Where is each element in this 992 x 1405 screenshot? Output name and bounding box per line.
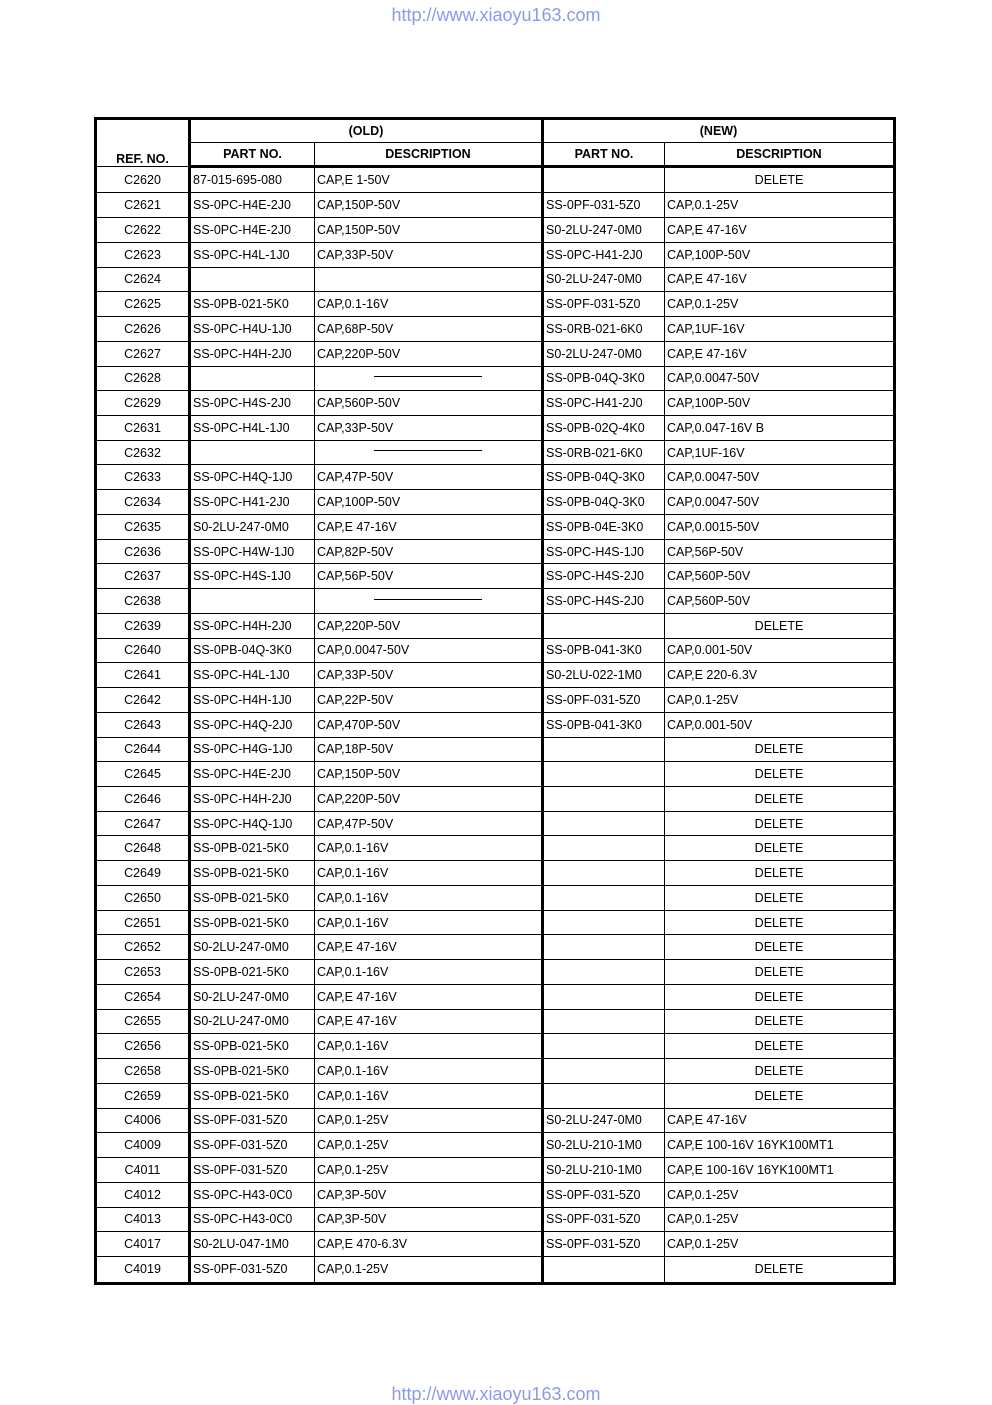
table-row bbox=[96, 984, 895, 1009]
old-description-cell: CAP,0.1-16V bbox=[315, 861, 543, 886]
old-description-cell: CAP,220P-50V bbox=[315, 613, 543, 638]
ref-no-cell: C2643 bbox=[96, 712, 190, 737]
old-description-cell: CAP,E 47-16V bbox=[315, 514, 543, 539]
new-group-header: (NEW) bbox=[543, 119, 895, 143]
table-row bbox=[96, 688, 895, 713]
table-row bbox=[96, 1158, 895, 1183]
new-part-no-cell: S0-2LU-247-0M0 bbox=[543, 218, 665, 243]
new-description-cell: CAP,0.0015-50V bbox=[665, 514, 895, 539]
old-description-cell: CAP,100P-50V bbox=[315, 490, 543, 515]
old-description-cell: CAP,E 1-50V bbox=[315, 167, 543, 193]
new-description-cell: CAP,E 220-6.3V bbox=[665, 663, 895, 688]
new-description-cell: DELETE bbox=[665, 1083, 895, 1108]
old-part-no-cell: SS-0PC-H4H-2J0 bbox=[190, 613, 315, 638]
ref-no-cell: C2659 bbox=[96, 1083, 190, 1108]
old-part-no-cell: SS-0PB-021-5K0 bbox=[190, 960, 315, 985]
ref-no-cell: C2625 bbox=[96, 292, 190, 317]
table-row bbox=[96, 935, 895, 960]
new-part-no-cell bbox=[543, 836, 665, 861]
new-description-cell: DELETE bbox=[665, 762, 895, 787]
old-description-cell: CAP,22P-50V bbox=[315, 688, 543, 713]
new-description-cell: DELETE bbox=[665, 885, 895, 910]
new-description-cell: DELETE bbox=[665, 861, 895, 886]
new-part-no-cell: S0-2LU-247-0M0 bbox=[543, 1108, 665, 1133]
new-part-no-cell: SS-0PC-H4S-2J0 bbox=[543, 564, 665, 589]
table-row bbox=[96, 167, 895, 193]
new-part-no-cell bbox=[543, 1256, 665, 1283]
new-part-no-cell bbox=[543, 935, 665, 960]
new-description-cell: DELETE bbox=[665, 811, 895, 836]
ref-no-cell: C4017 bbox=[96, 1232, 190, 1257]
ref-no-cell: C2654 bbox=[96, 984, 190, 1009]
old-description-cell: CAP,0.1-16V bbox=[315, 292, 543, 317]
table-row bbox=[96, 242, 895, 267]
new-part-no-cell: S0-2LU-022-1M0 bbox=[543, 663, 665, 688]
table-row bbox=[96, 1133, 895, 1158]
new-description-cell: DELETE bbox=[665, 836, 895, 861]
old-part-no-cell: SS-0PB-021-5K0 bbox=[190, 836, 315, 861]
new-description-cell: CAP,E 47-16V bbox=[665, 267, 895, 292]
new-description-cell: CAP,E 47-16V bbox=[665, 1108, 895, 1133]
old-description-cell: CAP,82P-50V bbox=[315, 539, 543, 564]
old-part-no-cell: SS-0PF-031-5Z0 bbox=[190, 1256, 315, 1283]
new-part-no-cell: SS-0PF-031-5Z0 bbox=[543, 688, 665, 713]
new-description-cell: DELETE bbox=[665, 167, 895, 193]
ref-no-cell: C2658 bbox=[96, 1059, 190, 1084]
new-part-no-cell bbox=[543, 787, 665, 812]
table-row bbox=[96, 391, 895, 416]
new-description-header: DESCRIPTION bbox=[665, 143, 895, 167]
new-part-no-cell: SS-0PB-041-3K0 bbox=[543, 638, 665, 663]
old-description-cell: CAP,33P-50V bbox=[315, 416, 543, 441]
new-part-no-cell bbox=[543, 167, 665, 193]
ref-no-cell: C2638 bbox=[96, 589, 190, 614]
table-row bbox=[96, 1182, 895, 1207]
new-part-no-cell: SS-0PB-04Q-3K0 bbox=[543, 490, 665, 515]
new-part-no-cell bbox=[543, 960, 665, 985]
new-description-cell: CAP,E 100-16V 16YK100MT1 bbox=[665, 1133, 895, 1158]
new-description-cell: DELETE bbox=[665, 1034, 895, 1059]
old-part-no-cell: SS-0PC-H4L-1J0 bbox=[190, 242, 315, 267]
blank-dash-line bbox=[374, 450, 482, 451]
table-row bbox=[96, 1009, 895, 1034]
new-part-no-cell: SS-0PF-031-5Z0 bbox=[543, 292, 665, 317]
old-part-no-cell: SS-0PC-H4U-1J0 bbox=[190, 317, 315, 342]
ref-no-cell: C2623 bbox=[96, 242, 190, 267]
table-row bbox=[96, 416, 895, 441]
old-group-header: (OLD) bbox=[190, 119, 543, 143]
old-part-no-cell: SS-0PC-H4S-1J0 bbox=[190, 564, 315, 589]
table-row bbox=[96, 638, 895, 663]
table-row bbox=[96, 787, 895, 812]
ref-no-cell: C2633 bbox=[96, 465, 190, 490]
table-row bbox=[96, 341, 895, 366]
old-part-no-cell: S0-2LU-047-1M0 bbox=[190, 1232, 315, 1257]
new-description-cell: CAP,100P-50V bbox=[665, 242, 895, 267]
new-part-no-cell: SS-0PC-H41-2J0 bbox=[543, 242, 665, 267]
new-description-cell: CAP,E 47-16V bbox=[665, 341, 895, 366]
old-description-cell: CAP,220P-50V bbox=[315, 341, 543, 366]
old-part-no-cell: SS-0PC-H43-0C0 bbox=[190, 1182, 315, 1207]
ref-no-cell: C4009 bbox=[96, 1133, 190, 1158]
new-description-cell: CAP,0.0047-50V bbox=[665, 366, 895, 391]
old-description-cell: CAP,0.1-16V bbox=[315, 960, 543, 985]
old-description-cell: CAP,470P-50V bbox=[315, 712, 543, 737]
table-row bbox=[96, 1108, 895, 1133]
new-description-cell: CAP,0.1-25V bbox=[665, 1207, 895, 1232]
old-description-cell: CAP,56P-50V bbox=[315, 564, 543, 589]
table-row bbox=[96, 514, 895, 539]
old-description-cell bbox=[315, 267, 543, 292]
old-description-cell: CAP,150P-50V bbox=[315, 218, 543, 243]
ref-no-cell: C2656 bbox=[96, 1034, 190, 1059]
new-part-no-cell bbox=[543, 1083, 665, 1108]
ref-no-cell: C2636 bbox=[96, 539, 190, 564]
ref-no-cell: C2647 bbox=[96, 811, 190, 836]
table-row bbox=[96, 317, 895, 342]
ref-no-cell: C2650 bbox=[96, 885, 190, 910]
new-part-no-cell bbox=[543, 885, 665, 910]
new-description-cell: CAP,0.0047-50V bbox=[665, 490, 895, 515]
new-part-no-cell: S0-2LU-247-0M0 bbox=[543, 267, 665, 292]
new-description-cell: DELETE bbox=[665, 613, 895, 638]
ref-no-cell: C2637 bbox=[96, 564, 190, 589]
table-row bbox=[96, 218, 895, 243]
old-description-cell bbox=[315, 589, 543, 614]
new-part-no-cell: S0-2LU-210-1M0 bbox=[543, 1133, 665, 1158]
table-row bbox=[96, 490, 895, 515]
new-description-cell: CAP,0.1-25V bbox=[665, 688, 895, 713]
old-part-no-cell: SS-0PC-H4W-1J0 bbox=[190, 539, 315, 564]
table-row bbox=[96, 1232, 895, 1257]
table-row bbox=[96, 1256, 895, 1283]
old-description-header: DESCRIPTION bbox=[315, 143, 543, 167]
new-description-cell: CAP,1UF-16V bbox=[665, 317, 895, 342]
table-row bbox=[96, 1034, 895, 1059]
table-row bbox=[96, 613, 895, 638]
new-description-cell: DELETE bbox=[665, 960, 895, 985]
old-description-cell: CAP,E 47-16V bbox=[315, 935, 543, 960]
new-description-cell: CAP,0.001-50V bbox=[665, 712, 895, 737]
new-description-cell: DELETE bbox=[665, 935, 895, 960]
ref-no-cell: C2655 bbox=[96, 1009, 190, 1034]
old-part-no-cell: SS-0PB-021-5K0 bbox=[190, 292, 315, 317]
new-description-cell: CAP,560P-50V bbox=[665, 564, 895, 589]
old-description-cell: CAP,0.1-16V bbox=[315, 885, 543, 910]
header-url[interactable]: http://www.xiaoyu163.com bbox=[391, 5, 601, 25]
table-row bbox=[96, 539, 895, 564]
ref-no-cell: C4012 bbox=[96, 1182, 190, 1207]
table-row bbox=[96, 465, 895, 490]
ref-no-cell: C2641 bbox=[96, 663, 190, 688]
old-description-cell bbox=[315, 366, 543, 391]
new-part-no-cell: SS-0PC-H41-2J0 bbox=[543, 391, 665, 416]
new-part-no-cell bbox=[543, 1034, 665, 1059]
new-part-no-cell: SS-0PF-031-5Z0 bbox=[543, 1182, 665, 1207]
ref-no-cell: C2644 bbox=[96, 737, 190, 762]
table-row bbox=[96, 885, 895, 910]
table-row bbox=[96, 712, 895, 737]
new-description-cell: CAP,100P-50V bbox=[665, 391, 895, 416]
new-description-cell: DELETE bbox=[665, 1059, 895, 1084]
ref-no-cell: C2629 bbox=[96, 391, 190, 416]
old-part-no-cell: S0-2LU-247-0M0 bbox=[190, 1009, 315, 1034]
table-row bbox=[96, 910, 895, 935]
new-description-cell: CAP,E 47-16V bbox=[665, 218, 895, 243]
new-description-cell: DELETE bbox=[665, 984, 895, 1009]
ref-no-cell: C4019 bbox=[96, 1256, 190, 1283]
old-part-no-cell bbox=[190, 589, 315, 614]
ref-no-cell: C2624 bbox=[96, 267, 190, 292]
table-row bbox=[96, 960, 895, 985]
ref-no-cell: C4013 bbox=[96, 1207, 190, 1232]
table-row bbox=[96, 861, 895, 886]
table-row bbox=[96, 366, 895, 391]
new-description-cell: CAP,560P-50V bbox=[665, 589, 895, 614]
new-part-no-cell: SS-0PB-041-3K0 bbox=[543, 712, 665, 737]
table-row bbox=[96, 267, 895, 292]
old-description-cell: CAP,47P-50V bbox=[315, 811, 543, 836]
new-part-no-cell: SS-0PC-H4S-2J0 bbox=[543, 589, 665, 614]
new-description-cell: DELETE bbox=[665, 737, 895, 762]
old-part-no-cell: SS-0PB-021-5K0 bbox=[190, 1059, 315, 1084]
new-part-no-cell bbox=[543, 861, 665, 886]
ref-no-cell: C2621 bbox=[96, 193, 190, 218]
old-part-no-cell: SS-0PC-H43-0C0 bbox=[190, 1207, 315, 1232]
old-description-cell: CAP,E 47-16V bbox=[315, 1009, 543, 1034]
ref-no-cell: C2649 bbox=[96, 861, 190, 886]
old-description-cell: CAP,0.0047-50V bbox=[315, 638, 543, 663]
old-part-no-cell: SS-0PC-H4G-1J0 bbox=[190, 737, 315, 762]
ref-no-cell: C2631 bbox=[96, 416, 190, 441]
new-part-no-cell: SS-0PB-04Q-3K0 bbox=[543, 465, 665, 490]
new-part-no-cell: SS-0PB-02Q-4K0 bbox=[543, 416, 665, 441]
table-row bbox=[96, 1083, 895, 1108]
table-row bbox=[96, 737, 895, 762]
old-part-no-cell: SS-0PC-H4E-2J0 bbox=[190, 193, 315, 218]
old-description-cell: CAP,0.1-25V bbox=[315, 1158, 543, 1183]
new-part-no-cell bbox=[543, 1059, 665, 1084]
new-description-cell: CAP,0.001-50V bbox=[665, 638, 895, 663]
new-part-no-cell bbox=[543, 1009, 665, 1034]
parts-change-table bbox=[94, 117, 896, 1285]
old-description-cell: CAP,E 47-16V bbox=[315, 984, 543, 1009]
old-part-no-cell: S0-2LU-247-0M0 bbox=[190, 984, 315, 1009]
ref-no-cell: C2652 bbox=[96, 935, 190, 960]
new-part-no-cell: SS-0PB-04Q-3K0 bbox=[543, 366, 665, 391]
old-description-cell: CAP,0.1-16V bbox=[315, 1083, 543, 1108]
new-description-cell: CAP,E 100-16V 16YK100MT1 bbox=[665, 1158, 895, 1183]
table-row bbox=[96, 440, 895, 465]
table-row bbox=[96, 663, 895, 688]
old-description-cell: CAP,560P-50V bbox=[315, 391, 543, 416]
old-part-no-cell: SS-0PC-H4Q-1J0 bbox=[190, 465, 315, 490]
blank-dash-line bbox=[374, 599, 482, 600]
old-part-no-cell: SS-0PC-H4S-2J0 bbox=[190, 391, 315, 416]
ref-no-cell: C2620 bbox=[96, 167, 190, 193]
old-description-cell: CAP,47P-50V bbox=[315, 465, 543, 490]
old-part-no-cell: SS-0PC-H4H-2J0 bbox=[190, 341, 315, 366]
old-part-no-cell: SS-0PB-021-5K0 bbox=[190, 861, 315, 886]
new-description-cell: DELETE bbox=[665, 1256, 895, 1283]
old-description-cell bbox=[315, 440, 543, 465]
new-part-no-cell bbox=[543, 811, 665, 836]
ref-no-cell: C2634 bbox=[96, 490, 190, 515]
new-description-cell: CAP,1UF-16V bbox=[665, 440, 895, 465]
new-description-cell: DELETE bbox=[665, 910, 895, 935]
ref-no-cell: C2627 bbox=[96, 341, 190, 366]
old-part-no-cell: SS-0PC-H4Q-2J0 bbox=[190, 712, 315, 737]
ref-no-cell: C2642 bbox=[96, 688, 190, 713]
old-description-cell: CAP,33P-50V bbox=[315, 242, 543, 267]
new-description-cell: CAP,0.0047-50V bbox=[665, 465, 895, 490]
table-row bbox=[96, 1207, 895, 1232]
old-part-no-cell: SS-0PB-021-5K0 bbox=[190, 910, 315, 935]
ref-no-cell: C2640 bbox=[96, 638, 190, 663]
old-description-cell: CAP,150P-50V bbox=[315, 762, 543, 787]
old-description-cell: CAP,0.1-25V bbox=[315, 1256, 543, 1283]
new-part-no-cell: SS-0PF-031-5Z0 bbox=[543, 1207, 665, 1232]
blank-dash-line bbox=[374, 376, 482, 377]
ref-no-cell: C2639 bbox=[96, 613, 190, 638]
new-part-no-cell: SS-0RB-021-6K0 bbox=[543, 440, 665, 465]
new-part-no-cell: S0-2LU-247-0M0 bbox=[543, 341, 665, 366]
new-description-cell: CAP,56P-50V bbox=[665, 539, 895, 564]
ref-no-cell: C2632 bbox=[96, 440, 190, 465]
new-description-cell: DELETE bbox=[665, 1009, 895, 1034]
old-part-no-cell bbox=[190, 267, 315, 292]
table-row bbox=[96, 836, 895, 861]
new-description-cell: CAP,0.1-25V bbox=[665, 1232, 895, 1257]
new-description-cell: CAP,0.1-25V bbox=[665, 193, 895, 218]
new-part-no-cell: S0-2LU-210-1M0 bbox=[543, 1158, 665, 1183]
old-part-no-cell: SS-0PC-H4L-1J0 bbox=[190, 663, 315, 688]
old-description-cell: CAP,0.1-16V bbox=[315, 1034, 543, 1059]
old-part-no-cell: SS-0PC-H4H-2J0 bbox=[190, 787, 315, 812]
old-description-cell: CAP,0.1-25V bbox=[315, 1108, 543, 1133]
old-part-no-cell: 87-015-695-080 bbox=[190, 167, 315, 193]
old-description-cell: CAP,0.1-16V bbox=[315, 836, 543, 861]
new-part-no-cell: SS-0PB-04E-3K0 bbox=[543, 514, 665, 539]
old-part-no-cell bbox=[190, 366, 315, 391]
ref-no-header: REF. NO. bbox=[96, 119, 190, 167]
old-part-no-cell bbox=[190, 440, 315, 465]
table-row bbox=[96, 564, 895, 589]
ref-no-cell: C2645 bbox=[96, 762, 190, 787]
new-part-no-cell: SS-0PF-031-5Z0 bbox=[543, 1232, 665, 1257]
old-part-no-cell: SS-0PB-04Q-3K0 bbox=[190, 638, 315, 663]
table-row bbox=[96, 762, 895, 787]
old-description-cell: CAP,0.1-16V bbox=[315, 1059, 543, 1084]
ref-no-cell: C2626 bbox=[96, 317, 190, 342]
old-part-no-cell: SS-0PC-H41-2J0 bbox=[190, 490, 315, 515]
old-part-no-cell: SS-0PF-031-5Z0 bbox=[190, 1158, 315, 1183]
new-part-no-cell bbox=[543, 613, 665, 638]
ref-no-cell: C4011 bbox=[96, 1158, 190, 1183]
old-description-cell: CAP,E 470-6.3V bbox=[315, 1232, 543, 1257]
footer-url[interactable]: http://www.xiaoyu163.com bbox=[391, 1384, 601, 1404]
old-part-no-cell: SS-0PB-021-5K0 bbox=[190, 1083, 315, 1108]
ref-no-cell: C2653 bbox=[96, 960, 190, 985]
ref-no-cell: C2622 bbox=[96, 218, 190, 243]
new-part-no-header: PART NO. bbox=[543, 143, 665, 167]
old-part-no-cell: S0-2LU-247-0M0 bbox=[190, 935, 315, 960]
old-description-cell: CAP,18P-50V bbox=[315, 737, 543, 762]
old-part-no-cell: SS-0PF-031-5Z0 bbox=[190, 1133, 315, 1158]
old-part-no-cell: SS-0PC-H4L-1J0 bbox=[190, 416, 315, 441]
parts-rows bbox=[96, 167, 895, 1284]
new-part-no-cell bbox=[543, 984, 665, 1009]
old-description-cell: CAP,0.1-25V bbox=[315, 1133, 543, 1158]
old-description-cell: CAP,0.1-16V bbox=[315, 910, 543, 935]
old-part-no-cell: SS-0PC-H4H-1J0 bbox=[190, 688, 315, 713]
ref-no-cell: C2651 bbox=[96, 910, 190, 935]
old-description-cell: CAP,220P-50V bbox=[315, 787, 543, 812]
old-description-cell: CAP,150P-50V bbox=[315, 193, 543, 218]
table-row bbox=[96, 589, 895, 614]
old-part-no-cell: SS-0PF-031-5Z0 bbox=[190, 1108, 315, 1133]
new-part-no-cell bbox=[543, 737, 665, 762]
ref-no-cell: C2635 bbox=[96, 514, 190, 539]
table-row bbox=[96, 193, 895, 218]
ref-no-cell: C4006 bbox=[96, 1108, 190, 1133]
old-part-no-cell: SS-0PB-021-5K0 bbox=[190, 885, 315, 910]
new-part-no-cell bbox=[543, 762, 665, 787]
new-description-cell: CAP,0.1-25V bbox=[665, 292, 895, 317]
old-part-no-cell: SS-0PC-H4E-2J0 bbox=[190, 218, 315, 243]
new-part-no-cell: SS-0PC-H4S-1J0 bbox=[543, 539, 665, 564]
table-row bbox=[96, 1059, 895, 1084]
old-part-no-header: PART NO. bbox=[190, 143, 315, 167]
new-description-cell: DELETE bbox=[665, 787, 895, 812]
old-part-no-cell: SS-0PB-021-5K0 bbox=[190, 1034, 315, 1059]
ref-no-cell: C2646 bbox=[96, 787, 190, 812]
old-part-no-cell: S0-2LU-247-0M0 bbox=[190, 514, 315, 539]
new-description-cell: CAP,0.1-25V bbox=[665, 1182, 895, 1207]
old-part-no-cell: SS-0PC-H4Q-1J0 bbox=[190, 811, 315, 836]
new-description-cell: CAP,0.047-16V B bbox=[665, 416, 895, 441]
new-part-no-cell: SS-0RB-021-6K0 bbox=[543, 317, 665, 342]
table-row bbox=[96, 811, 895, 836]
old-description-cell: CAP,68P-50V bbox=[315, 317, 543, 342]
old-description-cell: CAP,33P-50V bbox=[315, 663, 543, 688]
ref-no-cell: C2628 bbox=[96, 366, 190, 391]
old-part-no-cell: SS-0PC-H4E-2J0 bbox=[190, 762, 315, 787]
table-row bbox=[96, 292, 895, 317]
new-part-no-cell bbox=[543, 910, 665, 935]
ref-no-cell: C2648 bbox=[96, 836, 190, 861]
new-part-no-cell: SS-0PF-031-5Z0 bbox=[543, 193, 665, 218]
old-description-cell: CAP,3P-50V bbox=[315, 1182, 543, 1207]
old-description-cell: CAP,3P-50V bbox=[315, 1207, 543, 1232]
